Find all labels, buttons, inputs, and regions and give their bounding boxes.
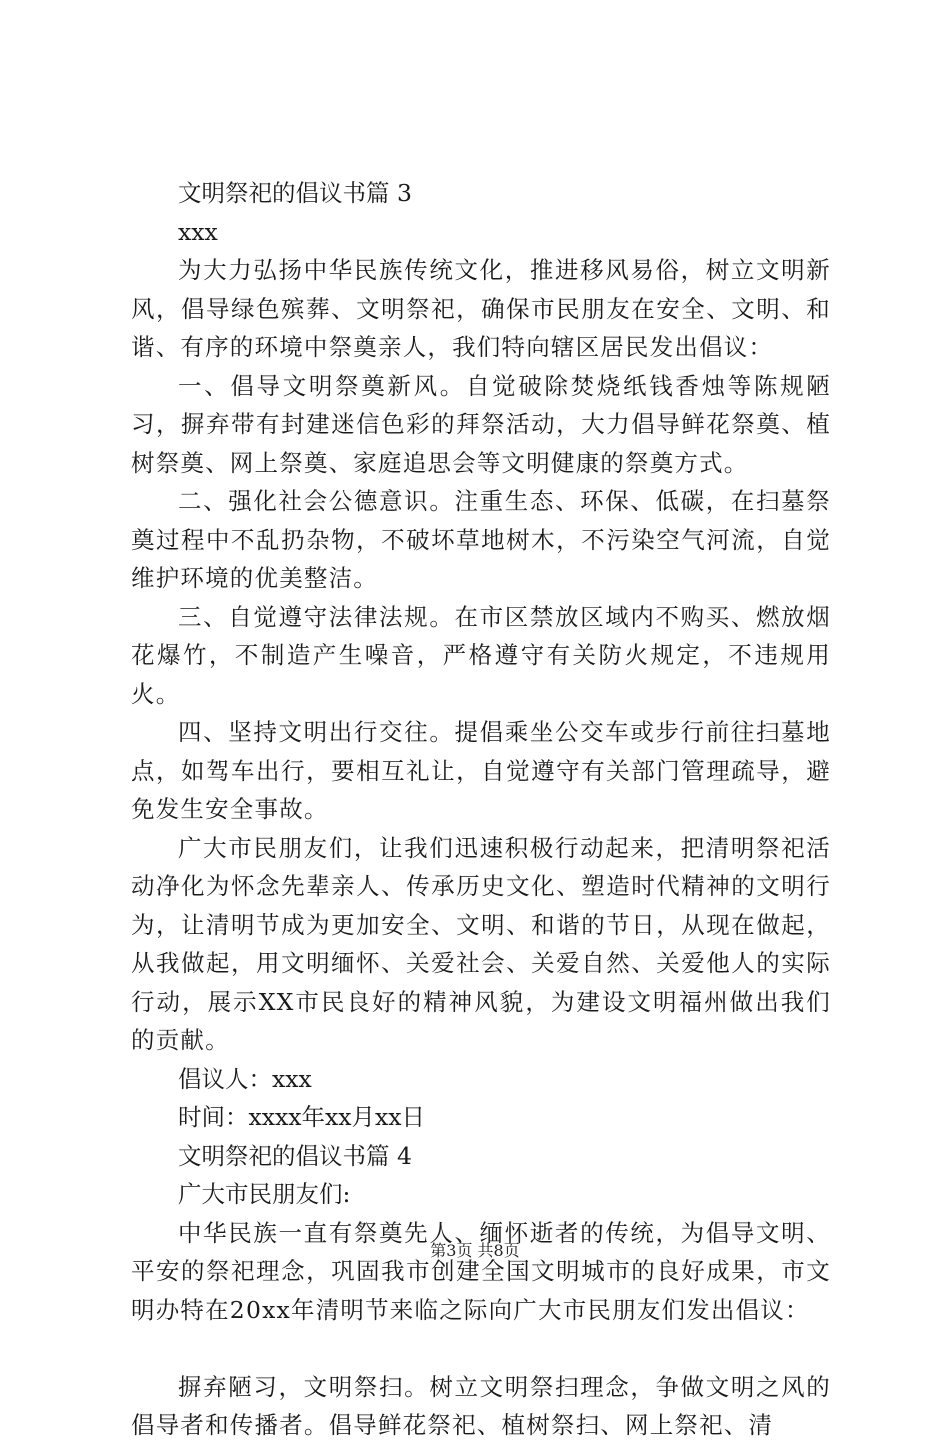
paragraph: 三、自觉遵守法律法规。在市区禁放区域内不购买、燃放烟花爆竹，不制造产生噪音，严格遵守有关防火规定，不违规用火。 [131,602,831,708]
paragraph: 为大力弘扬中华民族传统文化，推进移风易俗，树立文明新风，倡导绿色殡葬、文明祭祀，确保市民朋友在安全、文明、和谐、有序的环境中祭奠亲人，我们特向辖区居民发出倡议： [131,256,831,361]
addressee-3: xxx [178,217,218,246]
proposer-line: 倡议人：xxx [178,1064,312,1093]
paragraph: 摒弃陋习，文明祭扫。树立文明祭扫理念，争做文明之风的倡导者和传播者。倡导鲜花祭祀、植树祭扫、网上祭祀、清 [131,1372,831,1439]
paragraph: 中华民族一直有祭奠先人、缅怀逝者的传统，为倡导文明、平安的祭祀理念，巩固我市创建全国文明城市的良好成果，市文明办特在20xx年清明节来临之际向广大市民朋友们发出倡议： [131,1218,831,1324]
date-line: 时间：xxxx年xx月xx日 [178,1103,426,1131]
paragraph: 二、强化社会公德意识。注重生态、环保、低碳，在扫墓祭奠过程中不乱扔杂物，不破坏草地树木，不污染空气河流，自觉维护环境的优美整洁。 [131,487,831,592]
page-footer: 第3页 共8页 [430,1241,520,1260]
paragraph: 广大市民朋友们，让我们迅速积极行动起来，把清明祭祀活动净化为怀念先辈亲人、传承历史文化、塑造时代精神的文明行为，让清明节成为更加安全、文明、和谐的节日，从现在做起，从我做起，用文明缅怀、关爱社会、关爱自然、关爱他人的实际行动，展示XX市民良好的精神风貌，为建设文明福州做出我们的贡献。 [131,833,831,1054]
addressee-4: 广大市民朋友们: [178,1180,351,1208]
section-heading-3: 文明祭祀的倡议书篇 3 [178,179,412,207]
paragraph: 一、倡导文明祭奠新风。自觉破除焚烧纸钱香烛等陈规陋习，摒弃带有封建迷信色彩的拜祭活动，大力倡导鲜花祭奠、植树祭奠、网上祭奠、家庭追思会等文明健康的祭奠方式。 [131,371,831,477]
paragraph: 四、坚持文明出行交往。提倡乘坐公交车或步行前往扫墓地点，如驾车出行，要相互礼让，自觉遵守有关部门管理疏导，避免发生安全事故。 [131,718,831,823]
section-heading-4: 文明祭祀的倡议书篇 4 [178,1141,412,1170]
blank-line [131,1329,831,1368]
